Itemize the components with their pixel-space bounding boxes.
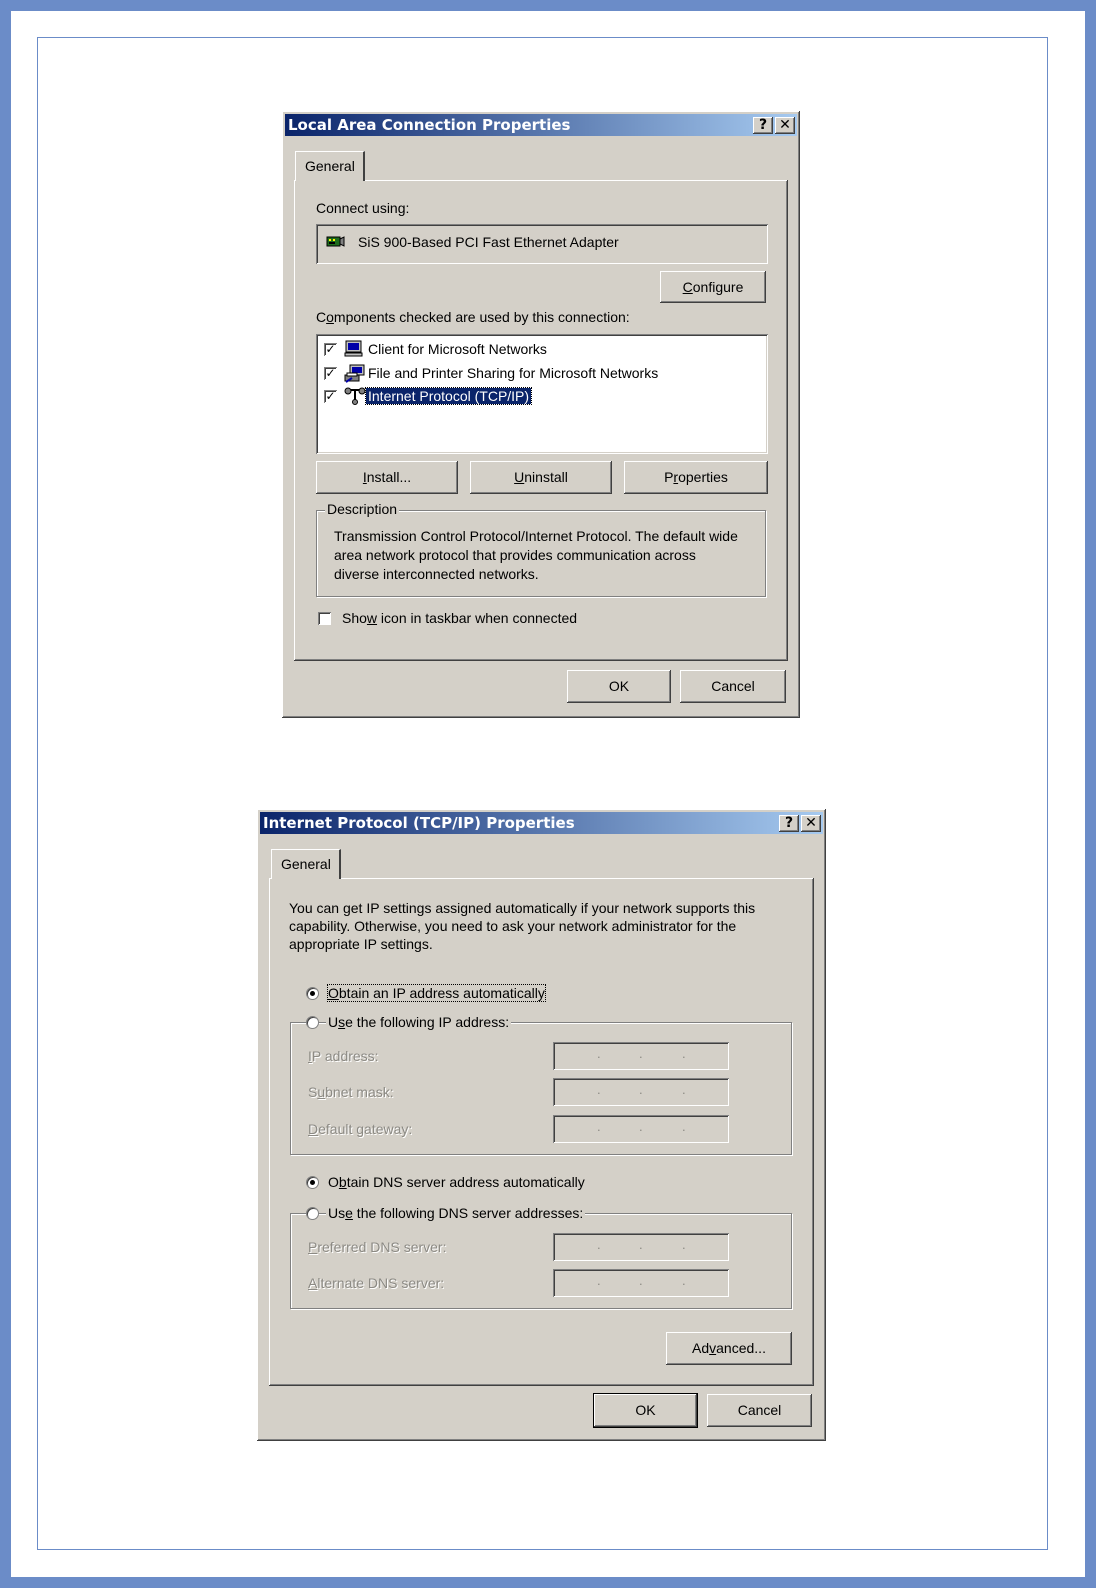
properties-button[interactable]: Properties (624, 461, 768, 494)
tcpip-checkbox[interactable]: ✓ (325, 389, 336, 403)
description-title: Description (327, 501, 398, 517)
dialog-title-bar[interactable] (285, 114, 797, 136)
cancel-button[interactable]: Cancel (680, 670, 786, 703)
tab-general[interactable]: General (271, 849, 341, 879)
network-client-icon (344, 340, 364, 361)
advanced-button[interactable]: Advanced... (666, 1332, 792, 1365)
uninstall-button[interactable]: Uninstall (470, 461, 612, 494)
ip-address-field[interactable]: . . . (553, 1042, 729, 1070)
close-button[interactable]: ✕ (775, 117, 795, 134)
default-gateway-field[interactable]: . . . (553, 1115, 729, 1143)
client-checkbox[interactable]: ✓ (325, 342, 336, 356)
alternate-dns-field[interactable]: . . . (553, 1269, 729, 1297)
use-dns-label[interactable]: Use the following DNS server addresses: (328, 1205, 584, 1221)
use-ip-radio[interactable] (306, 1016, 319, 1029)
default-gateway-label: Default gateway: (308, 1121, 413, 1137)
tcpip-properties-dialog (257, 809, 826, 1441)
list-item-tcpip[interactable] (324, 387, 744, 407)
local-area-connection-dialog (282, 111, 800, 718)
show-icon-checkbox[interactable] (318, 612, 331, 625)
protocol-icon (344, 387, 366, 408)
obtain-dns-radio[interactable] (306, 1176, 319, 1189)
configure-button[interactable] (660, 271, 766, 303)
component-label: File and Printer Sharing for Microsoft Networks (368, 365, 659, 381)
list-item-client[interactable] (324, 340, 744, 360)
adapter-field (316, 224, 768, 264)
ok-button[interactable]: OK (594, 1394, 697, 1427)
file-printer-checkbox[interactable]: ✓ (325, 366, 336, 380)
use-dns-radio[interactable] (306, 1207, 319, 1220)
show-icon-label[interactable]: Show icon in taskbar when connected (342, 610, 578, 626)
dialog-title-bar[interactable] (260, 812, 823, 834)
configure-label: onfigure (692, 279, 744, 295)
components-label: Components checked are used by this connection: (316, 309, 630, 325)
list-item-file-printer[interactable] (324, 364, 744, 384)
description-text: Transmission Control Protocol/Internet Protocol. The default wide area network protocol that provides communication across diverse interconnected networks. (334, 528, 738, 582)
component-label-selected: Internet Protocol (TCP/IP) (368, 388, 530, 404)
adapter-name: SiS 900-Based PCI Fast Ethernet Adapter (358, 234, 619, 250)
cancel-button[interactable]: Cancel (707, 1394, 812, 1427)
use-ip-label[interactable]: Use the following IP address: (328, 1014, 510, 1030)
tab-general[interactable]: General (295, 151, 365, 181)
install-button[interactable]: Install... (316, 461, 458, 494)
help-button[interactable]: ? (779, 815, 799, 832)
connect-using-label: Connect using: (316, 200, 410, 216)
ip-address-label: IP address: (308, 1048, 379, 1064)
dialog-title: Local Area Connection Properties (288, 116, 571, 134)
intro-text: You can get IP settings assigned automatically if your network supports this capability. Otherwise, you need to ask your network administrator for the appropriate IP settings. (289, 900, 756, 952)
subnet-mask-field[interactable]: . . . (553, 1078, 729, 1106)
obtain-ip-radio[interactable] (306, 987, 319, 1000)
components-list[interactable] (316, 334, 768, 454)
obtain-dns-label[interactable]: Obtain DNS server address automatically (328, 1174, 585, 1190)
file-printer-sharing-icon (344, 364, 366, 387)
help-button[interactable]: ? (753, 117, 773, 134)
subnet-mask-label: Subnet mask: (308, 1084, 394, 1100)
configure-hotkey: C (682, 279, 693, 295)
preferred-dns-label: Preferred DNS server: (308, 1239, 447, 1255)
obtain-ip-label[interactable]: Obtain an IP address automatically (328, 985, 545, 1001)
alternate-dns-label: Alternate DNS server: (308, 1275, 445, 1291)
close-button[interactable]: ✕ (801, 815, 821, 832)
dialog-title: Internet Protocol (TCP/IP) Properties (263, 814, 575, 832)
network-adapter-icon (326, 234, 346, 253)
ok-button[interactable]: OK (567, 670, 671, 703)
component-label: Client for Microsoft Networks (368, 341, 547, 357)
preferred-dns-field[interactable]: . . . (553, 1233, 729, 1261)
